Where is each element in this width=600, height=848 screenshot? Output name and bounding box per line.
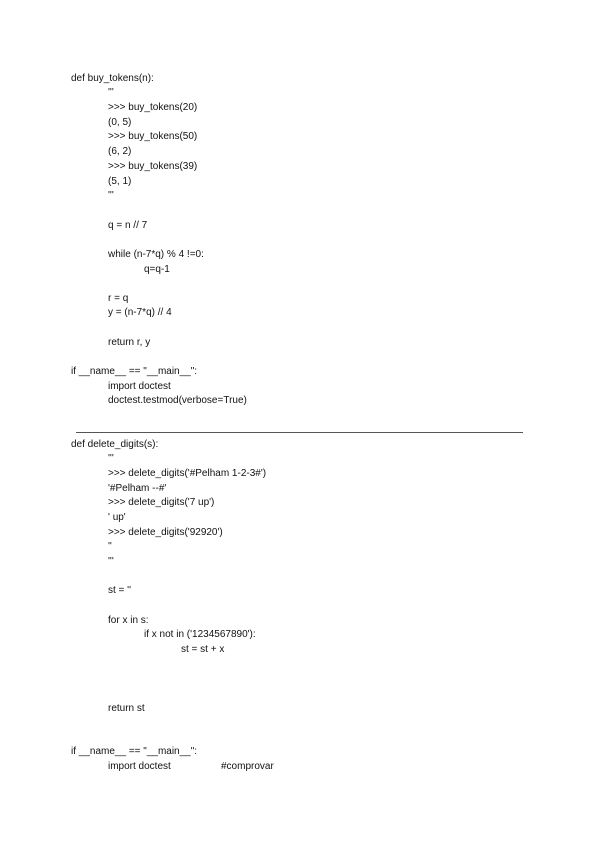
- code-line: >>> buy_tokens(39): [108, 161, 198, 172]
- code-line: q=q-1: [144, 264, 170, 275]
- code-line: st = '': [108, 585, 131, 596]
- code-line: (5, 1): [108, 176, 132, 187]
- code-line: st = st + x: [181, 644, 225, 655]
- code-line: import doctest: [108, 381, 171, 392]
- code-line: y = (n-7*q) // 4: [108, 307, 172, 318]
- code-line: if x not in ('1234567890'):: [144, 629, 256, 640]
- code-line: (0, 5): [108, 117, 132, 128]
- code-line: ''': [108, 556, 114, 567]
- code-line: return st: [108, 703, 145, 714]
- code-line: '#Pelham --#': [108, 483, 167, 494]
- code-line: >>> buy_tokens(20): [108, 102, 198, 113]
- code-line: >>> delete_digits('#Pelham 1-2-3#'): [108, 468, 267, 479]
- code-line: def delete_digits(s):: [71, 439, 159, 450]
- code-line: return r, y: [108, 337, 151, 348]
- code-line: if __name__ == "__main__":: [71, 746, 198, 757]
- code-line: ''': [108, 453, 114, 464]
- code-line: doctest.testmod(verbose=True): [108, 395, 247, 406]
- code-line: '': [108, 541, 112, 552]
- code-line: (6, 2): [108, 146, 132, 157]
- code-line: ' up': [108, 512, 126, 523]
- code-line: while (n-7*q) % 4 !=0:: [108, 249, 204, 260]
- code-line: ''': [108, 190, 114, 201]
- code-line: r = q: [108, 293, 129, 304]
- code-line: if __name__ == "__main__":: [71, 366, 198, 377]
- code-line: for x in s:: [108, 615, 149, 626]
- code-line: ''': [108, 87, 114, 98]
- code-line: import doctest: [108, 761, 171, 772]
- code-line: q = n // 7: [108, 220, 148, 231]
- code-line: def buy_tokens(n):: [71, 73, 154, 84]
- code-line: >>> delete_digits('92920'): [108, 527, 223, 538]
- section-divider: [76, 432, 523, 433]
- code-line: >>> delete_digits('7 up'): [108, 497, 215, 508]
- code-comment: #comprovar: [221, 761, 274, 772]
- code-line: >>> buy_tokens(50): [108, 131, 198, 142]
